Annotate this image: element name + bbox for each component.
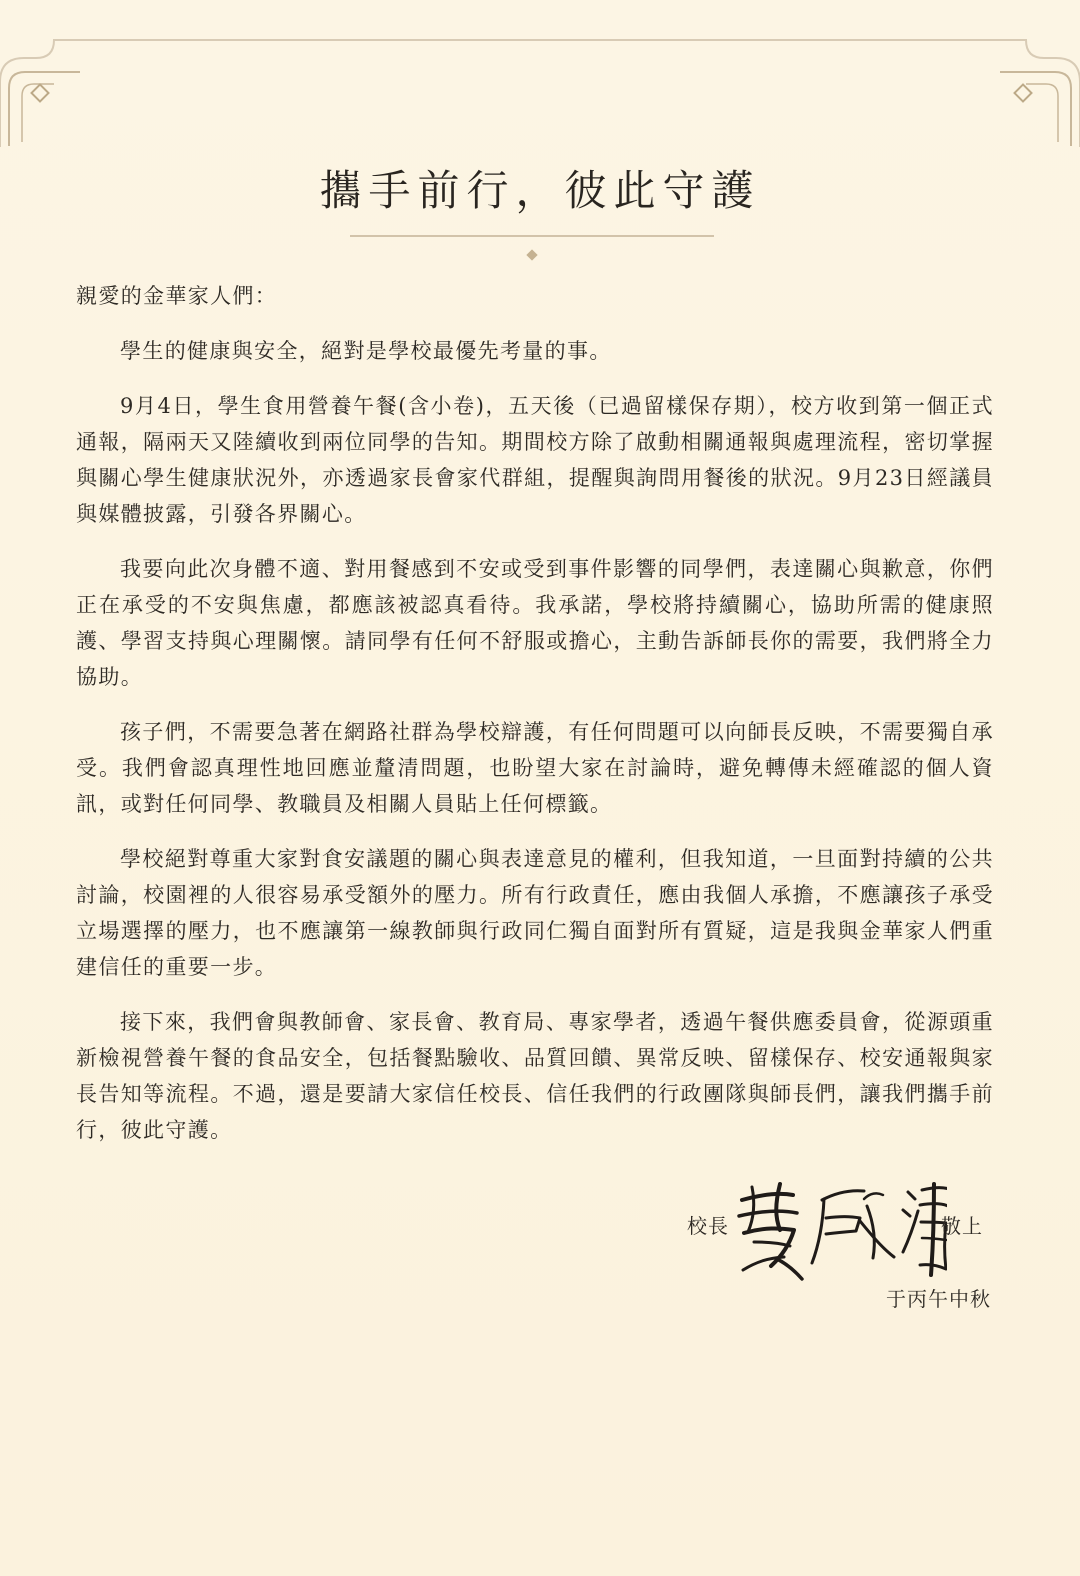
paragraph-4: 孩子們，不需要急著在網路社群為學校辯護，有任何問題可以向師長反映，不需要獨自承受。我們會認真理性地回應並釐清問題，也盼望大家在討論時，避免轉傳未經確認的個人資訊，或對任何同學、教職員及相關人員貼上任何標籤。 xyxy=(76,720,994,816)
paragraph-1: 學生的健康與安全，絕對是學校最優先考量的事。 xyxy=(120,339,612,363)
signature-position-title: 校長 xyxy=(687,1214,729,1238)
diamond-icon xyxy=(526,249,537,260)
salutation: 親愛的金華家人們： xyxy=(76,284,278,308)
signature-date: 于丙午中秋 xyxy=(886,1287,991,1311)
paragraph-6: 接下來，我們會與教師會、家長會、教育局、專家學者，透過午餐供應委員會，從源頭重新檢視營養午餐的食品安全，包括餐點驗收、品質回饋、異常反映、留樣保存、校安通報與家長告知等流程。不過，還是要請大家信任校長、信任我們的行政團隊與師長們，讓我們攜手前行，彼此守護。 xyxy=(76,1010,994,1142)
letter-body xyxy=(76,278,994,1167)
title-divider-ornament xyxy=(0,230,1080,266)
handwritten-signature xyxy=(732,1175,947,1283)
letter-title: 攜手前行，彼此守護 xyxy=(319,166,761,215)
diamond-icon xyxy=(1015,85,1032,102)
paragraph-3: 我要向此次身體不適、對用餐感到不安或受到事件影響的同學們，表達關心與歉意，你們正在承受的不安與焦慮，都應該被認真看待。我承諾，學校將持續關心，協助所需的健康照護、學習支持與心理關懷。請同學有任何不舒服或擔心，主動告訴師長你的需要，我們將全力協助。 xyxy=(76,557,994,689)
paragraph-5: 學校絕對尊重大家對食安議題的關心與表達意見的權利，但我知道，一旦面對持續的公共討論，校園裡的人很容易承受額外的壓力。所有行政責任，應由我個人承擔，不應讓孩子承受立場選擇的壓力，也不應讓第一線教師與行政同仁獨自面對所有質疑，這是我與金華家人們重建信任的重要一步。 xyxy=(76,847,994,979)
paragraph-2: 9月4日，學生食用營養午餐(含小卷)，五天後（已過留樣保存期），校方收到第一個正式通報，隔兩天又陸續收到兩位同學的告知。期間校方除了啟動相關通報與處理流程，密切掌握與關心學生健康狀況外，亦透過家長會家代群組，提醒與詢問用餐後的狀況。9月23日經議員與媒體披露，引發各界關心。 xyxy=(76,394,994,526)
signature-closing: 敬上 xyxy=(941,1214,983,1238)
diamond-icon xyxy=(32,85,49,102)
signature-block xyxy=(660,1175,1000,1310)
